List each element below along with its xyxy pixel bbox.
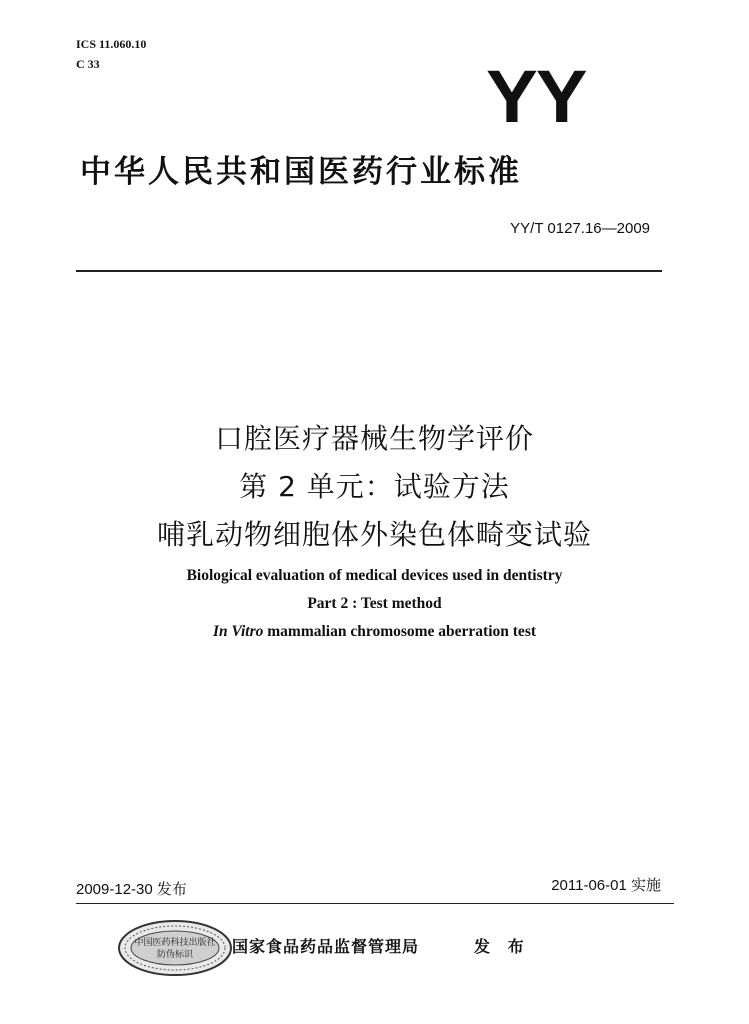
english-title-line-2: Part 2 : Test method	[307, 595, 442, 612]
standard-name: 中华人民共和国医药行业标准	[80, 154, 522, 190]
anti-counterfeit-seal-icon	[116, 918, 234, 978]
seal-text-line-1: 中国医药科技出版社	[134, 938, 216, 948]
english-title-italic: In Vitro	[212, 623, 264, 640]
english-title-line-3	[0, 618, 749, 646]
classification-codes	[76, 34, 146, 74]
chinese-title-line-2: 第 2 单元：试验方法	[239, 470, 510, 503]
footer-divider	[76, 903, 674, 904]
chinese-title	[0, 415, 749, 559]
issue-date: 2009-12-30 发布	[76, 881, 187, 898]
issuing-authority: 国家食品药品监督管理局	[232, 937, 420, 956]
english-title	[0, 562, 749, 646]
header-divider	[76, 270, 662, 272]
publish-label: 发 布	[474, 937, 530, 956]
ccs-code: C 33	[76, 57, 100, 71]
standard-number: YY/T 0127.16—2009	[510, 220, 650, 237]
chinese-title-line-1: 口腔医疗器械生物学评价	[214, 422, 534, 455]
chinese-title-line-3: 哺乳动物细胞体外染色体畸变试验	[156, 518, 592, 551]
english-title-line-1: Biological evaluation of medical devices used in dentistry	[186, 567, 563, 584]
implementation-date: 2011-06-01 实施	[551, 877, 661, 894]
standard-code-logo: YY	[486, 55, 586, 138]
english-title-line-3-rest: mammalian chromosome aberration test	[263, 623, 537, 640]
seal-text-line-2: 防伪标识	[156, 950, 194, 960]
ics-code: ICS 11.060.10	[76, 37, 147, 51]
